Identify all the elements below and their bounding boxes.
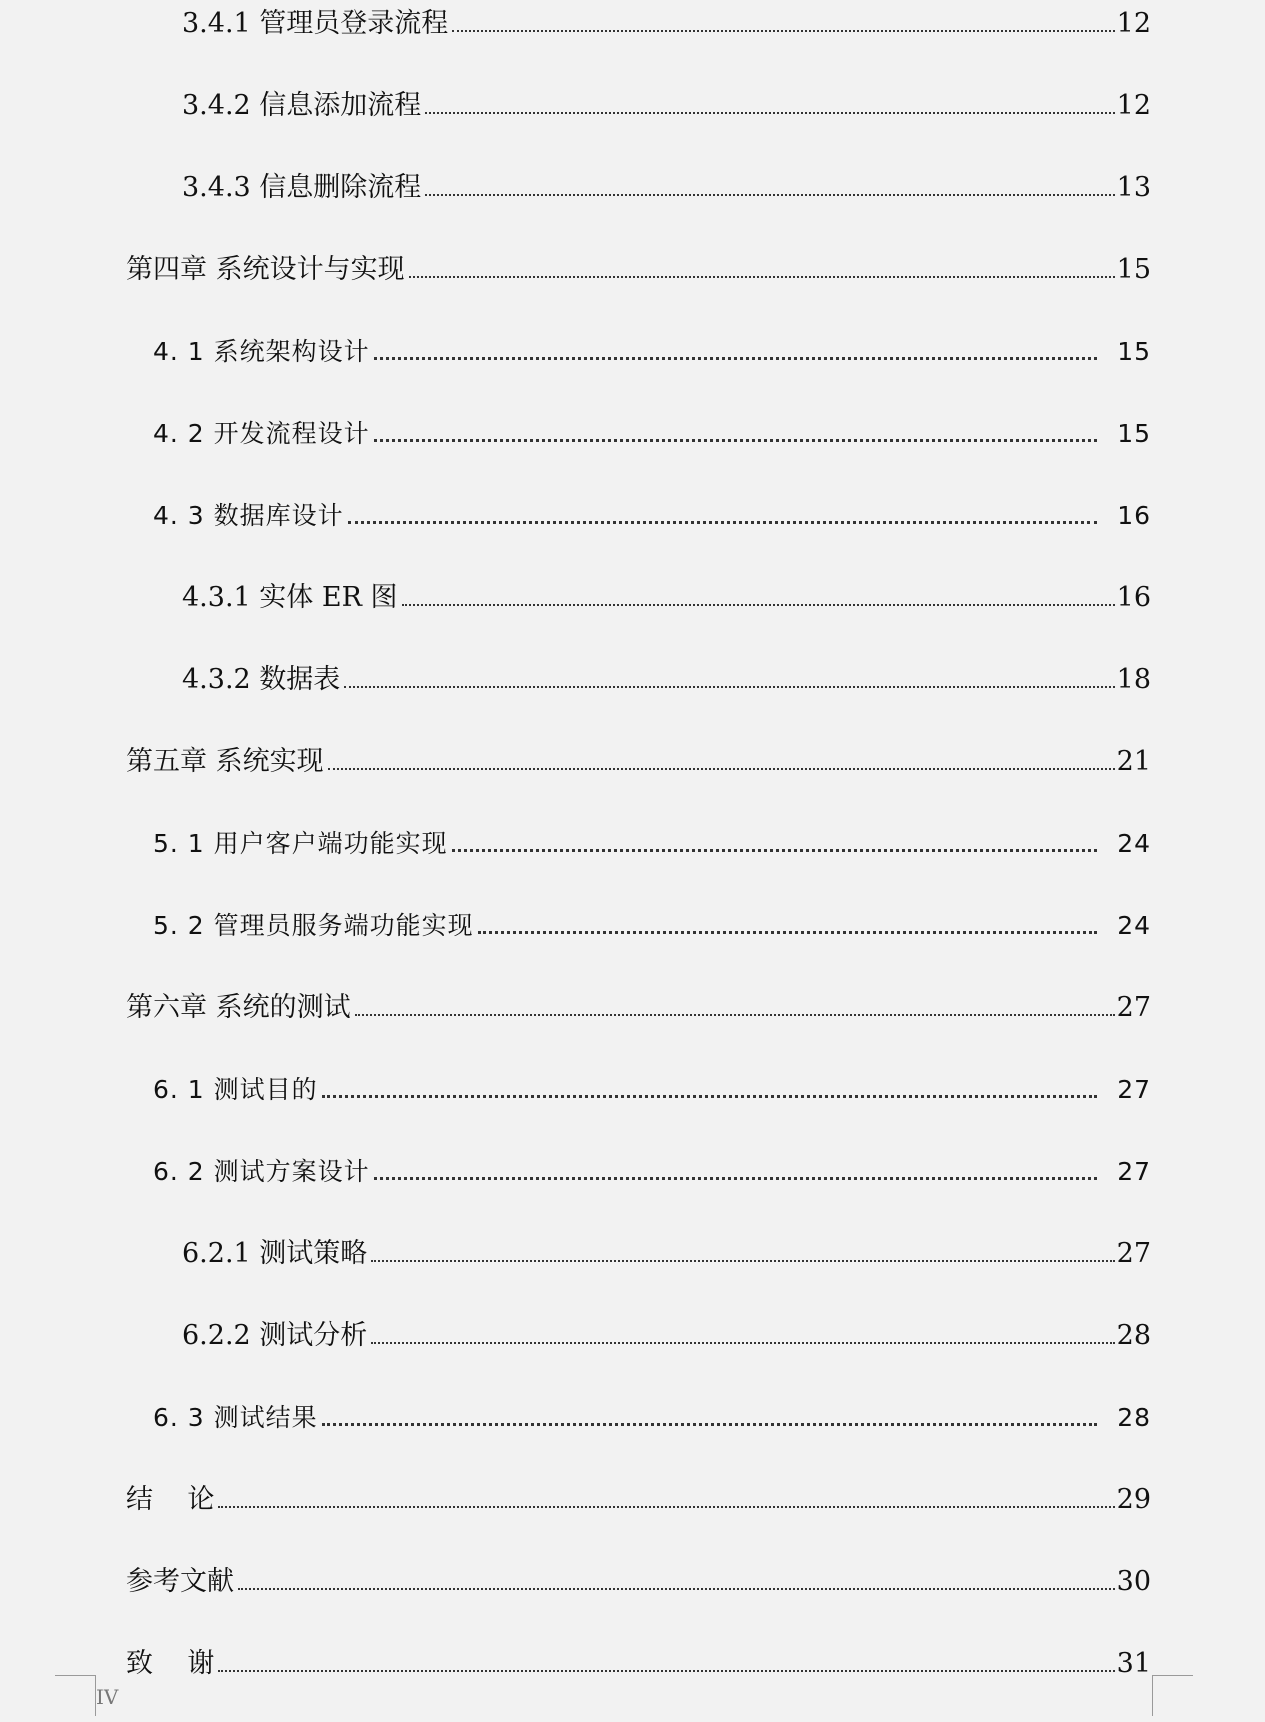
dot-leader: [348, 521, 1098, 524]
toc-entry-title: 第六章 系统的测试: [126, 992, 351, 1023]
dot-leader: [402, 604, 1115, 606]
toc-entry-title: 4. 3 数据库设计: [153, 501, 344, 530]
toc-entry[interactable]: [126, 984, 1151, 1024]
toc-entry-title: 4.3.2 数据表: [182, 664, 341, 695]
footer-page-number: IV: [96, 1685, 119, 1709]
toc-entry-page: 31: [1116, 1648, 1151, 1679]
toc-entry-page: 28: [1116, 1320, 1151, 1351]
toc-entry-title: 6. 1 测试目的: [153, 1075, 318, 1104]
toc-entry[interactable]: [153, 1066, 1151, 1106]
toc-entry-page: 21: [1116, 746, 1151, 777]
dot-leader: [371, 1260, 1114, 1262]
dot-leader: [374, 357, 1098, 360]
toc-entry[interactable]: [182, 1312, 1151, 1352]
toc-entry-page: 18: [1116, 664, 1151, 695]
dot-leader: [478, 931, 1098, 934]
toc-entry-page: 15: [1117, 337, 1151, 366]
toc-entry-page: 12: [1116, 8, 1151, 39]
dot-leader: [371, 1342, 1114, 1344]
toc-entry[interactable]: [153, 820, 1151, 860]
dot-leader: [374, 439, 1098, 442]
toc-entry-page: 27: [1117, 1157, 1151, 1186]
dot-leader: [344, 686, 1114, 688]
toc-entry-page: 24: [1117, 911, 1151, 940]
toc-entry[interactable]: [126, 246, 1151, 286]
toc-entry-title: 4. 1 系统架构设计: [153, 337, 370, 366]
toc-entry[interactable]: [153, 902, 1151, 942]
toc-entry-page: 30: [1116, 1566, 1151, 1597]
toc-entry-title: 6. 2 测试方案设计: [153, 1157, 370, 1186]
page-corner-mark-left: [55, 1675, 96, 1716]
toc-entry-title: 3.4.1 管理员登录流程: [182, 8, 449, 39]
toc-entry-page: 29: [1116, 1484, 1151, 1515]
dot-leader: [218, 1506, 1114, 1508]
dot-leader: [452, 849, 1098, 852]
toc-entry-page: 16: [1116, 582, 1151, 613]
toc-entry[interactable]: [182, 164, 1151, 204]
dot-leader: [409, 276, 1115, 278]
toc-entry[interactable]: [182, 82, 1151, 122]
toc-entry-page: 28: [1117, 1403, 1151, 1432]
toc-entry[interactable]: [153, 1394, 1151, 1434]
toc-entry-title: 第五章 系统实现: [126, 746, 324, 777]
toc-entry[interactable]: [126, 1640, 1151, 1680]
dot-leader: [425, 194, 1114, 196]
toc-entry-title: 5. 2 管理员服务端功能实现: [153, 911, 474, 940]
toc-entry-page: 27: [1117, 1075, 1151, 1104]
toc-entry-page: 24: [1117, 829, 1151, 858]
toc-entry-title: 6.2.1 测试策略: [182, 1238, 368, 1269]
toc-entry-page: 15: [1116, 254, 1151, 285]
toc-entry[interactable]: [182, 656, 1151, 696]
dot-leader: [452, 30, 1114, 32]
dot-leader: [238, 1588, 1115, 1590]
toc-entry[interactable]: [126, 1558, 1151, 1598]
toc-entry[interactable]: [182, 1230, 1151, 1270]
toc-entry[interactable]: [126, 1476, 1151, 1516]
toc-entry-page: 27: [1116, 992, 1151, 1023]
toc-entry-title: 参考文献: [126, 1566, 234, 1597]
toc-entry-page: 27: [1116, 1238, 1151, 1269]
toc-entry-title: 致 谢: [126, 1648, 215, 1679]
toc-entry-page: 15: [1117, 419, 1151, 448]
dot-leader: [425, 112, 1114, 114]
dot-leader: [322, 1423, 1098, 1426]
toc-entry-page: 13: [1116, 172, 1151, 203]
toc-entry[interactable]: [153, 492, 1151, 532]
dot-leader: [374, 1177, 1098, 1180]
toc-entry-title: 3.4.3 信息删除流程: [182, 172, 422, 203]
toc-entry[interactable]: [182, 574, 1151, 614]
toc-entry-page: 16: [1117, 501, 1151, 530]
toc-entry-title: 6.2.2 测试分析: [182, 1320, 368, 1351]
toc-entry[interactable]: [153, 1148, 1151, 1188]
toc-entry-title: 5. 1 用户客户端功能实现: [153, 829, 448, 858]
dot-leader: [355, 1014, 1115, 1016]
toc-entry-title: 第四章 系统设计与实现: [126, 254, 405, 285]
toc-entry[interactable]: [182, 0, 1151, 40]
page-corner-mark-right: [1152, 1675, 1193, 1716]
toc-entry-title: 3.4.2 信息添加流程: [182, 90, 422, 121]
toc-entry-title: 6. 3 测试结果: [153, 1403, 318, 1432]
dot-leader: [328, 768, 1115, 770]
dot-leader: [218, 1670, 1114, 1672]
toc-entry-page: 12: [1116, 90, 1151, 121]
toc-entry[interactable]: [126, 738, 1151, 778]
toc-entry-title: 结 论: [126, 1484, 215, 1515]
toc-entry[interactable]: [153, 328, 1151, 368]
toc-entry-title: 4.3.1 实体 ER 图: [182, 582, 398, 613]
toc-entry-title: 4. 2 开发流程设计: [153, 419, 370, 448]
dot-leader: [322, 1095, 1098, 1098]
toc-entry[interactable]: [153, 410, 1151, 450]
